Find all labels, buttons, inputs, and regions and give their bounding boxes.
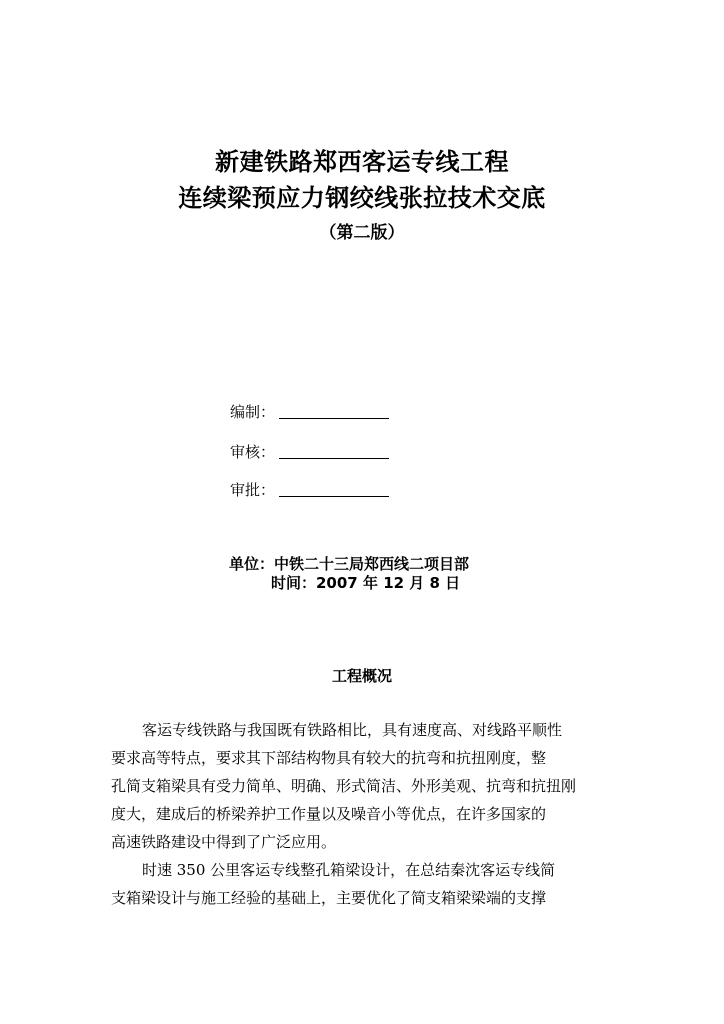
- signature-blank-review: [279, 458, 389, 459]
- signature-label-approve: 审批：: [230, 481, 276, 499]
- paragraph-line: 时速 350 公里客运专线整孔箱梁设计，在总结秦沈客运专线简: [142, 861, 556, 879]
- date-text: 时间：2007 年 12 月 8 日: [271, 574, 461, 592]
- signature-label-compile: 编制：: [230, 403, 276, 421]
- title-line-2: 连续梁预应力钢绞线张拉技术交底: [178, 184, 546, 212]
- paragraph-line: 要求高等特点，要求其下部结构物具有较大的抗弯和抗扭刚度，整: [111, 749, 547, 767]
- signature-row-compile: [230, 400, 389, 422]
- paragraph-line: 度大，建成后的桥梁养护工作量以及噪音小等优点，在许多国家的: [111, 805, 547, 823]
- signature-blank-approve: [279, 496, 389, 497]
- paragraph-line: 高速铁路建设中得到了广泛应用。: [111, 833, 337, 851]
- section-heading: 工程概况: [331, 667, 392, 685]
- title-line-1: 新建铁路郑西客运专线工程: [215, 148, 509, 176]
- unit-text: 单位：中铁二十三局郑西线二项目部: [229, 555, 470, 573]
- edition-label: （第二版）: [319, 223, 405, 243]
- signature-label-review: 审核：: [230, 443, 276, 461]
- paragraph-line: 支箱梁设计与施工经验的基础上，主要优化了简支箱梁梁端的支撑: [111, 889, 547, 907]
- paragraph-line: 客运专线铁路与我国既有铁路相比，具有速度高、对线路平顺性: [142, 721, 563, 739]
- paragraph-overview-1: [111, 716, 627, 856]
- signature-row-approve: [230, 478, 389, 500]
- paragraph-line: 孔简支箱梁具有受力简单、明确、形式简洁、外形美观、抗弯和抗扭刚: [111, 777, 577, 795]
- signature-blank-compile: [279, 418, 389, 419]
- paragraph-overview-2: [111, 856, 627, 912]
- signature-row-review: [230, 440, 389, 462]
